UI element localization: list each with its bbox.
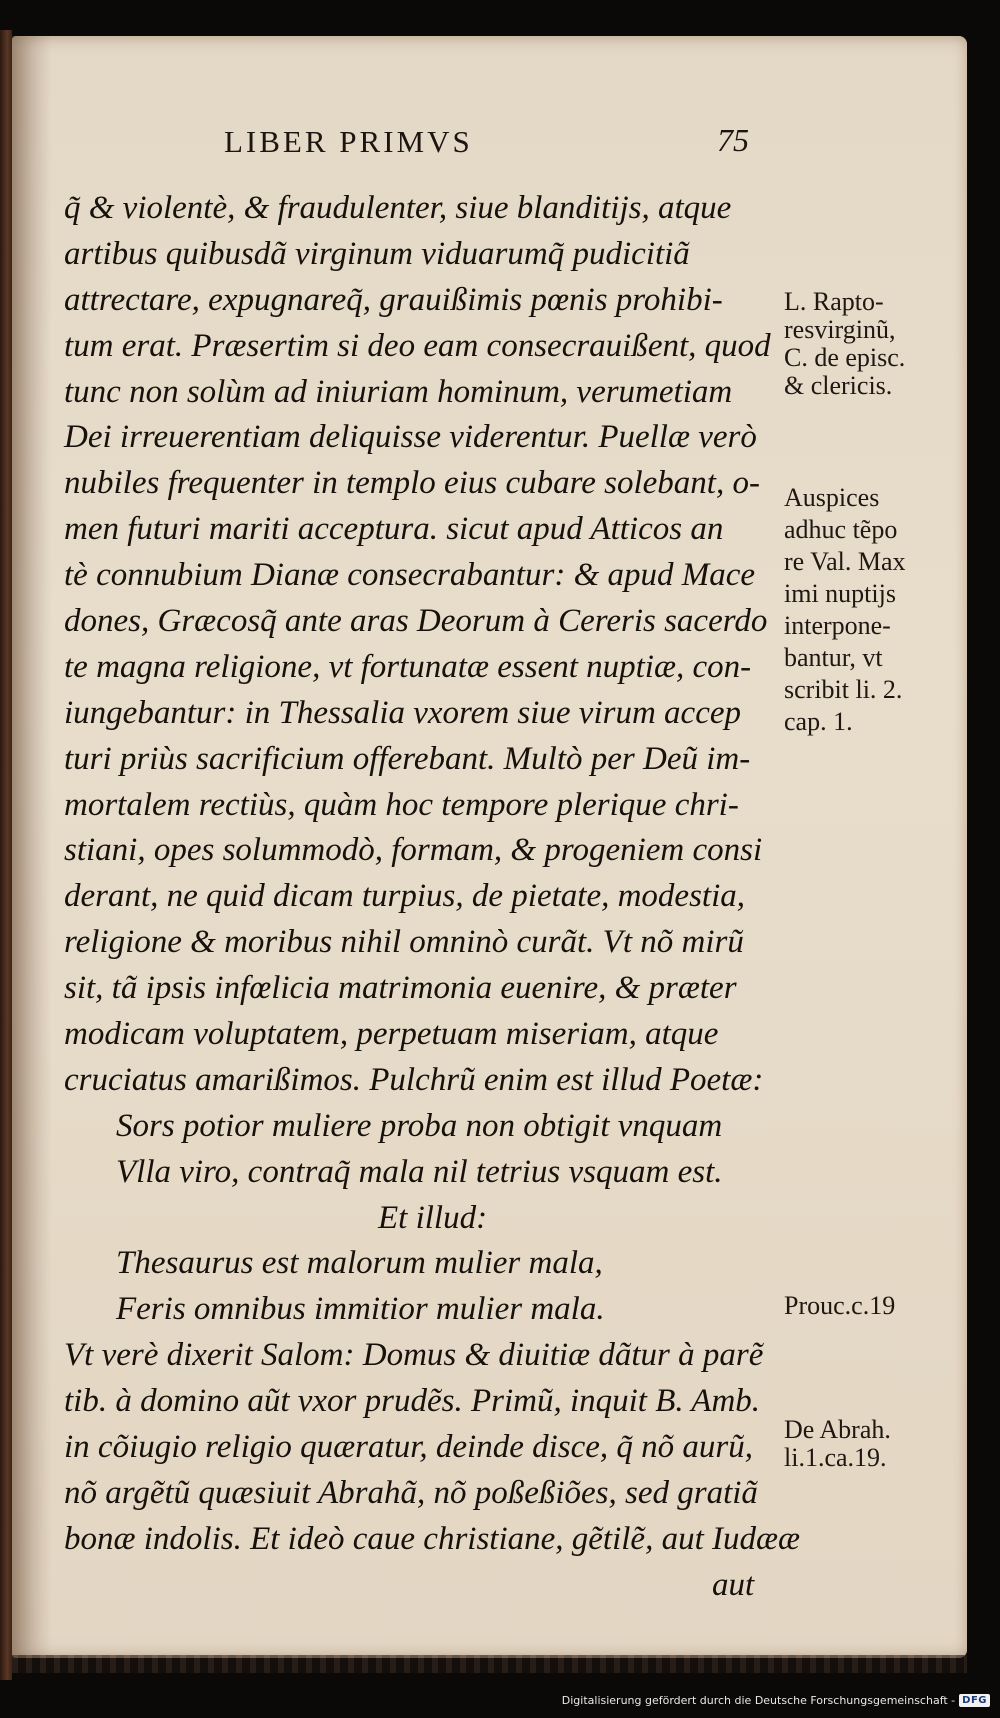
- dfg-logo: DFG: [959, 1694, 990, 1707]
- text-line: dones, Græcosq̃ ante aras Deorum à Cereris sacerdo: [64, 603, 768, 640]
- margin-note-line: De Abrah.: [784, 1415, 891, 1444]
- text-line: men futuri mariti acceptura. sicut apud Atticos an: [64, 511, 724, 548]
- verse-line: Thesaurus est malorum mulier mala,: [116, 1245, 603, 1282]
- text-line: modicam voluptatem, perpetuam miseriam, atque: [64, 1016, 719, 1053]
- text-line: turi priùs sacrificium offerebant. Multò per Deũ im-: [64, 740, 751, 777]
- catchword: aut: [712, 1566, 755, 1603]
- connector-line: Et illud:: [378, 1199, 488, 1236]
- margin-note-line: & clericis.: [784, 371, 893, 400]
- verse-line: Vlla viro, contraq̃ mala nil tetrius vsquam est.: [116, 1153, 723, 1190]
- running-head: [12, 124, 967, 164]
- margin-note-line: L. Rapto-: [784, 287, 884, 316]
- margin-note-line: C. de episc.: [784, 343, 906, 372]
- margin-note-line: bantur, vt: [784, 643, 883, 672]
- gutter-shadow: [12, 36, 52, 1658]
- page-number: 75: [717, 122, 749, 158]
- text-line: q̃ & violentè, & fraudulenter, siue blanditijs, atque: [64, 190, 732, 226]
- margin-note-line: Auspices: [784, 483, 880, 512]
- text-line: te magna religione, vt fortunatæ essent nuptiæ, con-: [64, 648, 752, 685]
- text-line: mortalem rectiùs, quàm hoc tempore plerique chri-: [64, 786, 739, 823]
- binding-edge: [0, 30, 12, 1680]
- margin-note: [784, 1292, 962, 1320]
- text-line: in cõiugio religio quæratur, deinde disce, q̃ nõ aurũ,: [64, 1429, 753, 1466]
- margin-note-line: cap. 1.: [784, 707, 853, 736]
- text-line: bonæ indolis. Et ideò caue christiane, gẽtilẽ, aut Iudææ: [64, 1520, 801, 1557]
- text-line: nõ argẽtũ quæsiuit Abrahã, nõ poßeßiões, sed gratiã: [64, 1474, 758, 1511]
- footer-credit-text: Digitalisierung gefördert durch die Deutsche Forschungsgemeinschaft -: [561, 1694, 956, 1707]
- text-line: Dei irreuerentiam deliquisse viderentur. Puellæ verò: [64, 419, 757, 456]
- margin-note-line: adhuc tẽpo: [784, 515, 898, 544]
- text-line: derant, ne quid dicam turpius, de pietate, modestia,: [64, 878, 745, 915]
- text-line: religione & moribus nihil omninò curãt. Vt nõ mirũ: [64, 924, 744, 961]
- footer-credit: [562, 1694, 990, 1707]
- margin-note: [784, 1416, 962, 1472]
- margin-note: [784, 482, 962, 738]
- verse-line: Feris omnibus immitior mulier mala.: [116, 1291, 605, 1328]
- text-line: tè connubium Dianæ consecrabantur: & apud Mace: [64, 557, 756, 594]
- text-line: tum erat. Præsertim si deo eam consecrauißent, quod: [64, 327, 771, 364]
- verse-line: Sors potior muliere proba non obtigit vnquam: [116, 1107, 723, 1144]
- text-line: sit, tã ipsis infœlicia matrimonia euenire, & præter: [64, 970, 737, 1007]
- margin-note-line: resvirginũ,: [784, 315, 896, 344]
- margin-note: [784, 288, 962, 400]
- text-line: attrectare, expugnareq̃, grauißimis pœnis prohibi-: [64, 281, 723, 318]
- text-line: tunc non solùm ad iniuriam hominum, verumetiam: [64, 373, 733, 410]
- text-line: tib. à domino aũt vxor prudẽs. Primũ, inquit B. Amb.: [64, 1383, 761, 1420]
- running-title: LIBER PRIMVS: [224, 124, 473, 159]
- margin-note-line: li.1.ca.19.: [784, 1443, 887, 1472]
- text-line: artibus quibusdã virginum viduarumq̃ pudicitiã: [64, 235, 690, 272]
- margin-note-line: scribit li. 2.: [784, 675, 903, 704]
- text-line: stiani, opes solummodò, formam, & progeniem consi: [64, 832, 763, 869]
- margin-note-line: Prouc.c.19: [784, 1291, 896, 1320]
- text-line: Vt verè dixerit Salom: Domus & diuitiæ dãtur à parẽ: [64, 1337, 764, 1374]
- margin-note-line: re Val. Max: [784, 547, 906, 576]
- text-line: iungebantur: in Thessalia vxorem siue virum accep: [64, 694, 741, 731]
- margin-note-line: imi nuptijs: [784, 579, 896, 608]
- page-bottom-edge: [12, 1655, 967, 1673]
- text-line: cruciatus amarißimos. Pulchrũ enim est illud Poetæ:: [64, 1061, 764, 1098]
- main-text-block: [64, 186, 801, 1609]
- book-page: [12, 36, 967, 1658]
- text-line: nubiles frequenter in templo eius cubare solebant, o-: [64, 465, 760, 502]
- margin-note-line: interpone-: [784, 611, 891, 640]
